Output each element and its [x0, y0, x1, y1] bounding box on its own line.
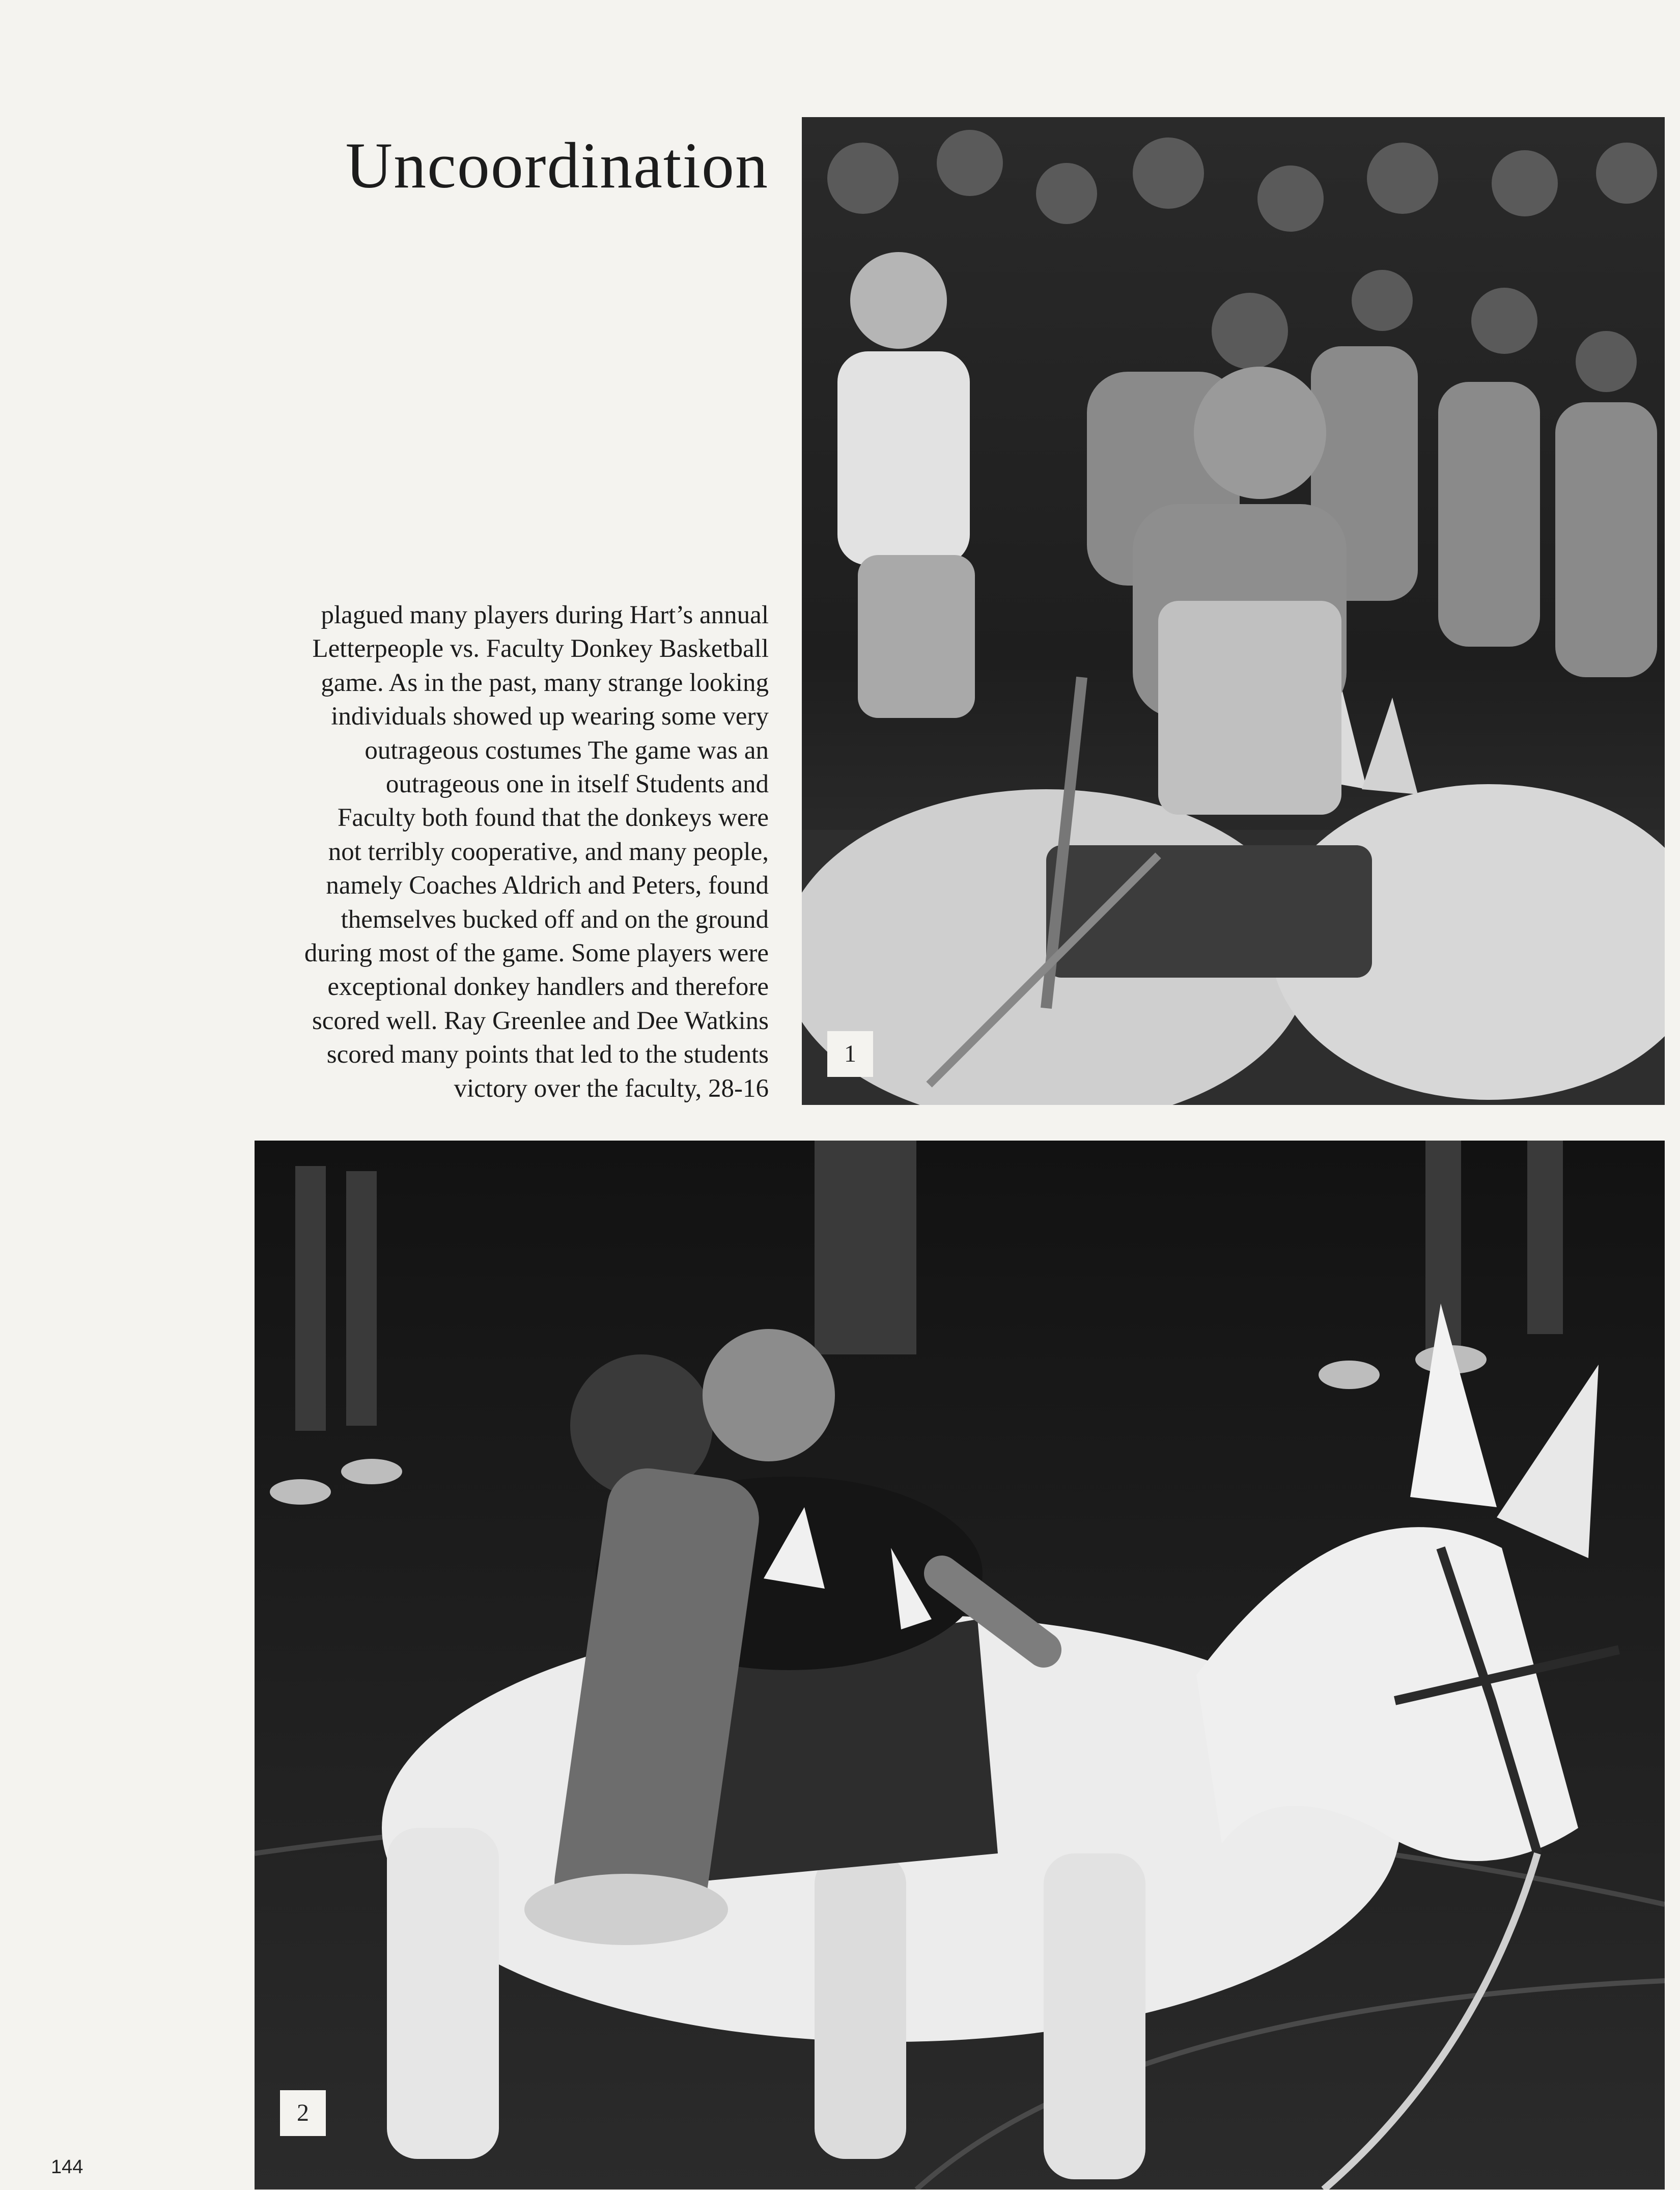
photo-2-image — [255, 1141, 1665, 2189]
photo-2-number: 2 — [280, 2090, 326, 2136]
page-number: 144 — [51, 2156, 83, 2178]
body-line: scored many points that led to the students — [326, 1040, 769, 1069]
photo-1-image — [802, 117, 1665, 1105]
photo-1 — [802, 117, 1665, 1105]
body-line: Letterpeople vs. Faculty Donkey Basketball — [312, 634, 769, 663]
body-line: during most of the game. Some players were — [304, 939, 769, 968]
body-line: Faculty both found that the donkeys were — [338, 803, 769, 833]
body-line: exceptional donkey handlers and therefore — [327, 973, 769, 1002]
body-line: game. As in the past, many strange looking — [321, 668, 769, 697]
body-line: scored well. Ray Greenlee and Dee Watkins — [312, 1006, 769, 1035]
body-line: individuals showed up wearing some very — [331, 702, 769, 731]
body-line: victory over the faculty, 28-16 — [454, 1074, 769, 1103]
body-line: themselves bucked off and on the ground — [341, 905, 769, 934]
body-line: outrageous costumes The game was an — [365, 736, 769, 765]
body-line: plagued many players during Hart’s annual — [321, 601, 769, 629]
article-body — [148, 598, 769, 1105]
body-line: not terribly cooperative, and many people, — [328, 837, 769, 866]
page-title: Uncoordination — [345, 129, 769, 202]
photo-2 — [255, 1141, 1665, 2189]
body-line: outrageous one in itself Students and — [385, 770, 769, 799]
photo-1-number: 1 — [827, 1031, 873, 1077]
body-line: namely Coaches Aldrich and Peters, found — [326, 871, 769, 900]
